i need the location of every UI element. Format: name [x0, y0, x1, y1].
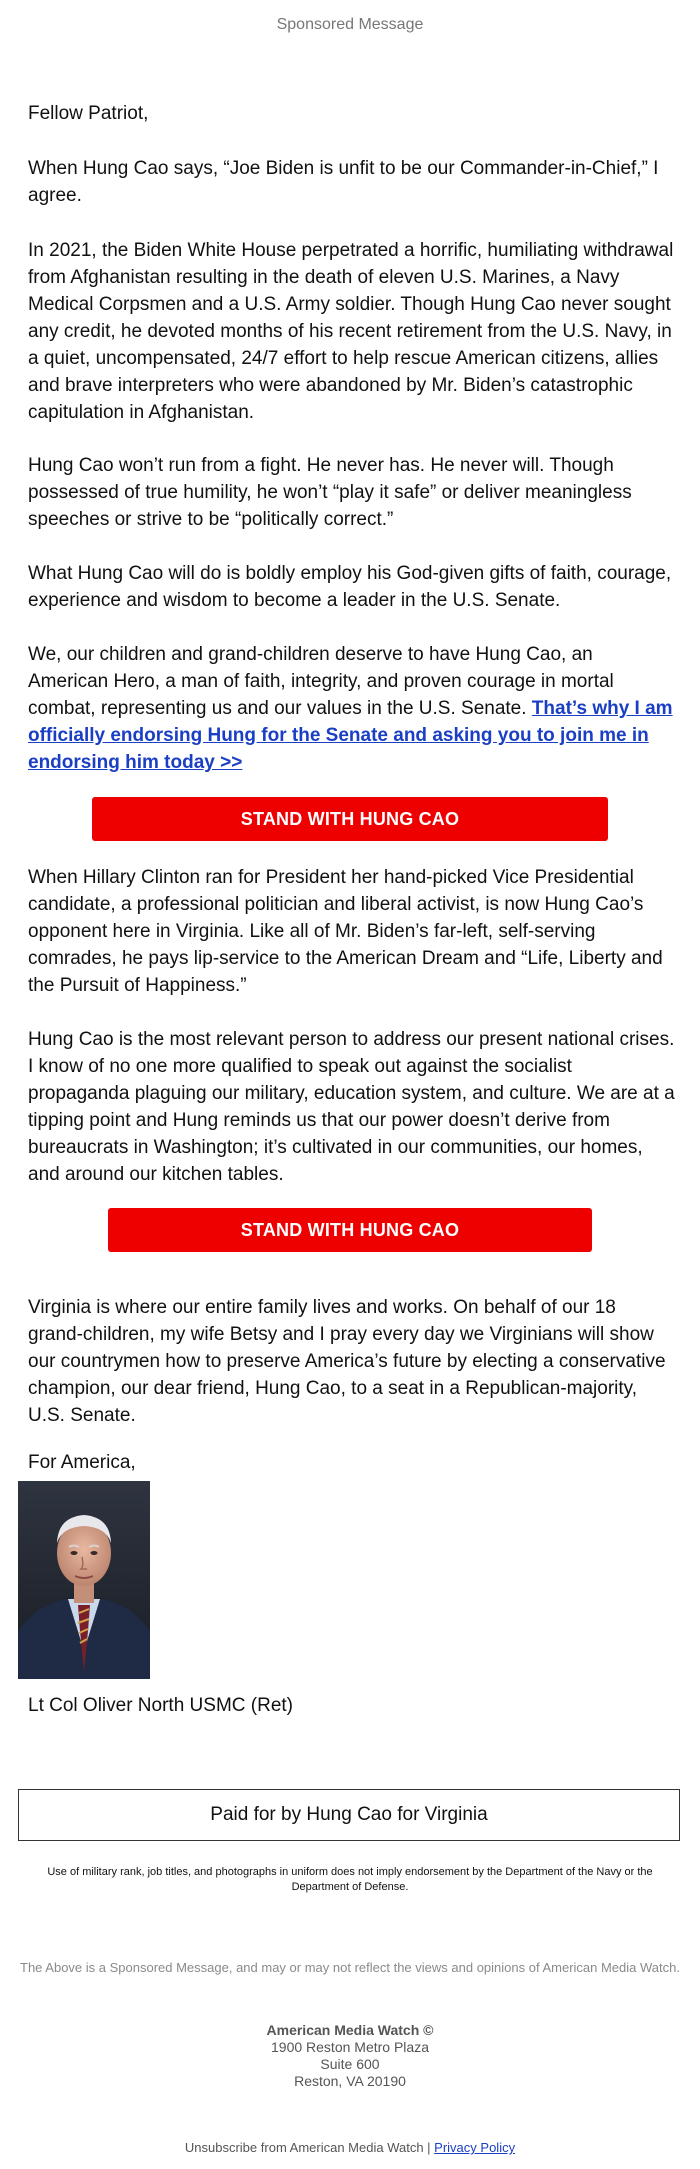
- paragraph-1: When Hung Cao says, “Joe Biden is unfit to be our Commander-in-Chief,” I agree.: [28, 158, 659, 206]
- signature: Lt Col Oliver North USMC (Ret): [28, 1695, 293, 1716]
- paragraph-6: When Hillary Clinton ran for President her hand-picked Vice Presidential candidate, a professional politician and liberal activist, is now Hung Cao’s opponent here in Virginia. Like all of Mr. Biden’s far-left, self-serving comrades, he pays lip-service to the American Dream and “Life, Liberty and the Pursuit of Happiness.”: [28, 867, 663, 996]
- paragraph-7: Hung Cao is the most relevant person to address our present national crises. I know of no one more qualified to speak out against the socialist propaganda plaguing our military, education system, and culture. We are at a tipping point and Hung reminds us that our power doesn’t derive from bureaucrats in Washington; it’s cultivated in our communities, our homes, and around our kitchen tables.: [28, 1029, 675, 1185]
- stand-with-hung-cao-button-1[interactable]: STAND WITH HUNG CAO: [92, 797, 608, 841]
- address-line-1: 1900 Reston Metro Plaza: [271, 2039, 429, 2055]
- closing: For America,: [28, 1452, 136, 1473]
- paragraph-8: Virginia is where our entire family lives and works. On behalf of our 18 grand-children, my wife Betsy and I pray every day we Virginians will show our countrymen how to preserve America’s future by electing a conservative champion, our dear friend, Hung Cao, to a seat in a Republican-majority, U.S. Senate.: [28, 1297, 666, 1426]
- sponsor-note: The Above is a Sponsored Message, and may or may not reflect the views and opinions of American Media Watch.: [20, 1960, 680, 1975]
- footer: [0, 2140, 700, 2155]
- paragraph-3: Hung Cao won’t run from a fight. He never has. He never will. Though possessed of true humility, he won’t “play it safe” or deliver meaningless speeches or strive to be “politically correct.”: [28, 455, 632, 530]
- unsubscribe-link[interactable]: Unsubscribe: [184, 2140, 258, 2155]
- org-name: American Media Watch ©: [266, 2022, 434, 2038]
- endorse-link[interactable]: That’s why I am officially endorsing Hung for the Senate and asking you to join me in endorsing him today >>: [28, 698, 673, 773]
- paragraph-4: What Hung Cao will do is boldly employ his God-given gifts of faith, courage, experience and wisdom to become a leader in the U.S. Senate.: [28, 563, 672, 611]
- stand-with-hung-cao-button-2[interactable]: STAND WITH HUNG CAO: [108, 1208, 592, 1252]
- footer-from-text: from American Media Watch |: [257, 2140, 435, 2155]
- sender-address: [0, 2022, 700, 2090]
- oliver-north-portrait: [18, 1481, 150, 1679]
- paragraph-5-text: We, our children and grand-children deserve to have Hung Cao, an American Hero, a man of faith, integrity, and proven courage in mortal combat, representing us and our values in the U.S. Senate.: [28, 644, 614, 719]
- address-line-2: Suite 600: [320, 2056, 380, 2072]
- address-line-3: Reston, VA 20190: [294, 2073, 406, 2089]
- privacy-policy-link[interactable]: Privacy Policy: [434, 2140, 516, 2155]
- greeting: Fellow Patriot,: [28, 103, 149, 124]
- paragraph-5: [28, 641, 676, 776]
- paragraph-2: In 2021, the Biden White House perpetrated a horrific, humiliating withdrawal from Afghanistan resulting in the death of eleven U.S. Marines, a Navy Medical Corpsmen and a U.S. Army soldier. Though Hung Cao never sought any credit, he devoted months of his recent retirement from the U.S. Navy, in a quiet, uncompensated, 24/7 effort to help rescue American citizens, allies and brave interpreters who were abandoned by Mr. Biden’s catastrophic capitulation in Afghanistan.: [28, 240, 674, 423]
- paid-for-box: Paid for by Hung Cao for Virginia: [18, 1789, 680, 1841]
- sponsored-message-label: Sponsored Message: [276, 16, 424, 33]
- military-disclaimer: Use of military rank, job titles, and photographs in uniform does not imply endorsement by the Department of the Navy or the Department of Defense.: [47, 1866, 653, 1893]
